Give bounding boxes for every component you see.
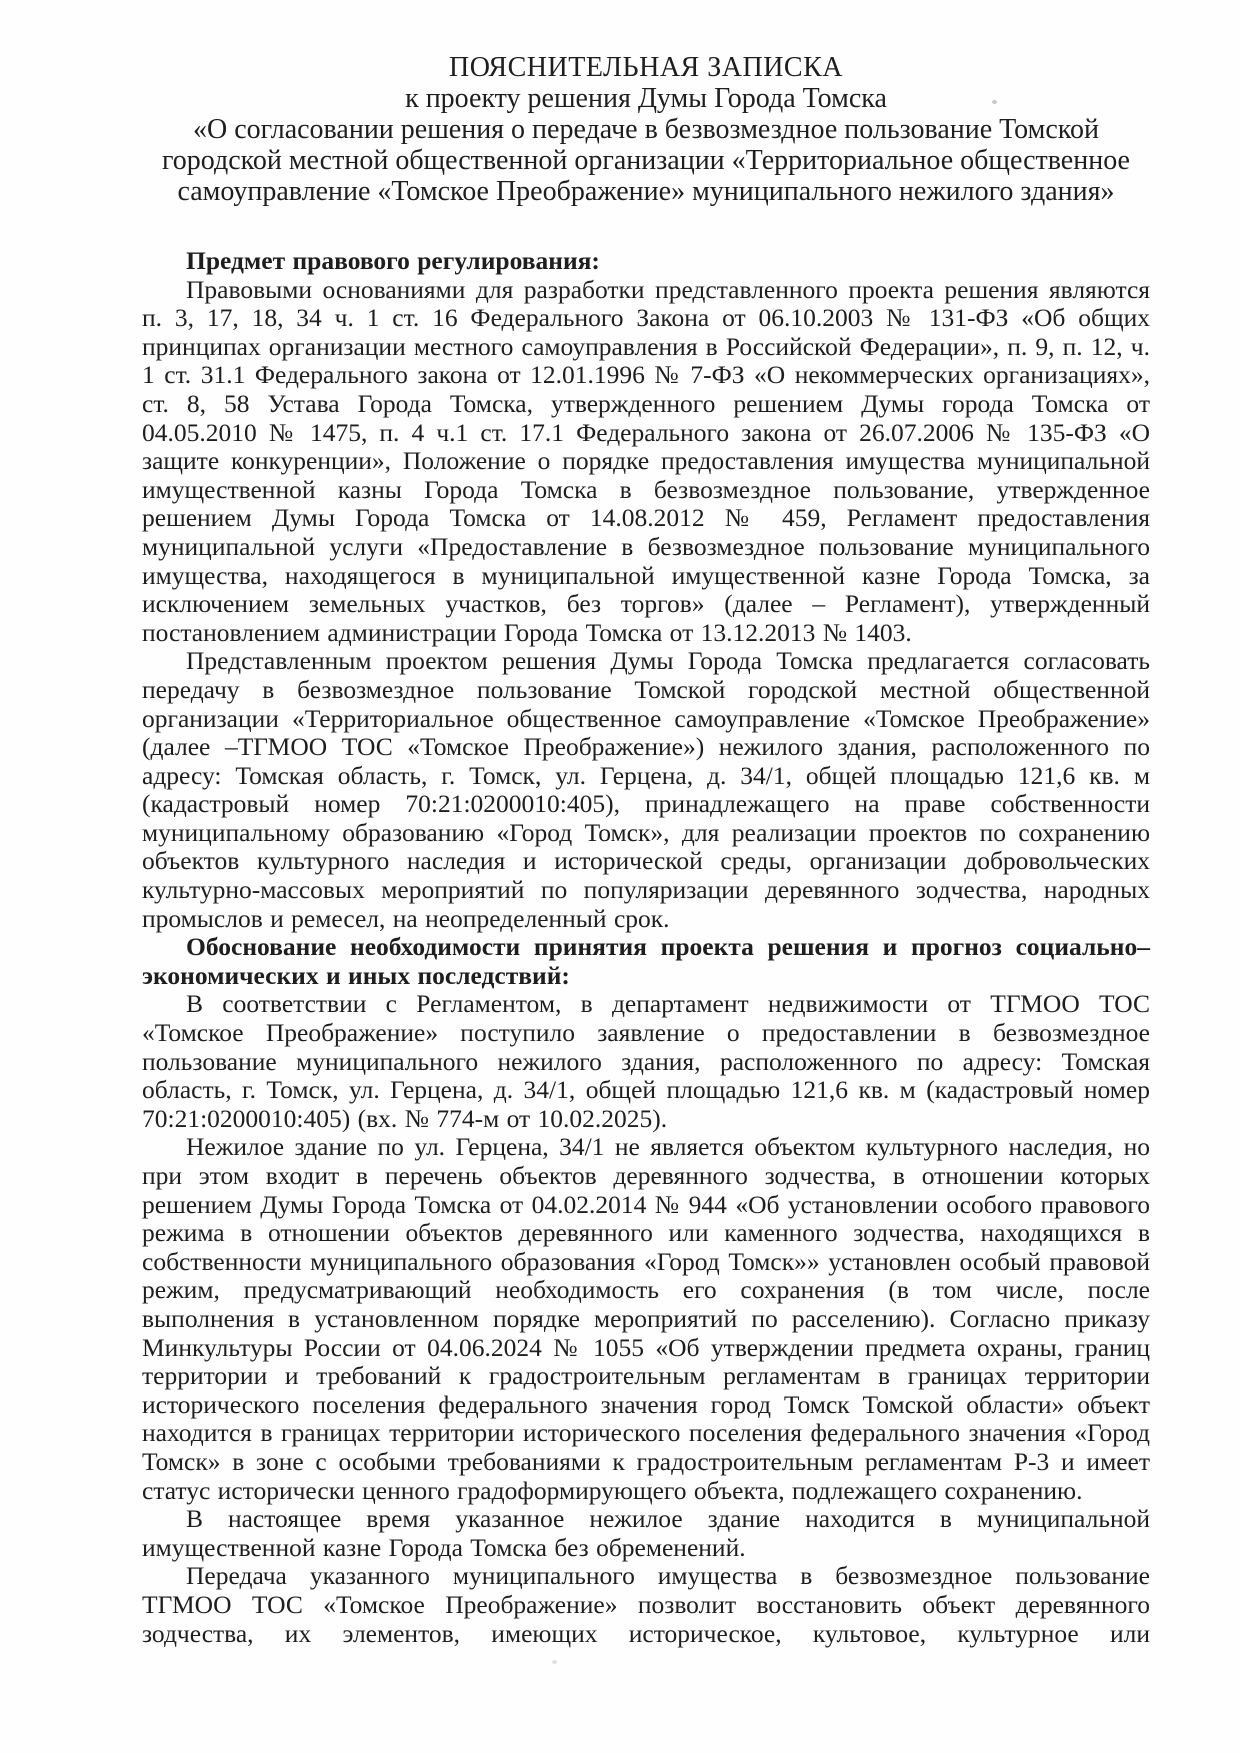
paragraph-legal-grounds: Правовыми основаниями для разработки представленного проекта решения являются п. 3, 17, 18, 34 ч. 1 ст. 16 Федерального Закона от 06.10.2003 № 131-ФЗ «Об общих принципах организации местного самоуправления в Российской Федерации», п. 9, п. 12, ч. 1 ст. 31.1 Федерального закона от 12.01.1996 № 7-ФЗ «О некоммерческих организациях», ст. 8, 58 Устава Города Томска, утвержденного решением Думы города Томска от 04.05.2010 № 1475, п. 4 ч.1 ст. 17.1 Федерального закона от 26.07.2006 № 135-ФЗ «О защите конкуренции», Положение о порядке предоставления имущества муниципальной имущественной казны Города Томска в безвозмездное пользование, утвержденное решением Думы Города Томска от 14.08.2012 № 459, Регламент предоставления муниципальной услуги «Предоставление в безвозмездное пользование муниципального имущества, находящегося в муниципальной имущественной казне Города Томска, за исключением земельных участков, без торгов» (далее – Регламент), утвержденный постановлением администрации Города Томска от 13.12.2013 № 1403. (142, 274, 1150, 647)
document-subtitle: к проекту решения Думы Города Томска (405, 83, 887, 114)
paragraph-current-state: В настоящее время указанное нежилое здание находится в муниципальной имущественной казне Города Томска без обременений. (142, 1504, 1150, 1562)
document-body (142, 247, 1150, 1648)
paragraph-proposal: Представленным проектом решения Думы Города Томска предлагается согласовать передачу в безвозмездное пользование Томской городской местной общественной организации «Территориальное общественное самоуправление «Томское Преображение» (далее –ТГМОО ТОС «Томское Преображение») нежилого здания, расположенного по адресу: Томская область, г. Томск, ул. Герцена, д. 34/1, общей площадью 121,6 кв. м (кадастровый номер 70:21:0200010:405), принадлежащего на праве собственности муниципальному образованию «Город Томск», для реализации проектов по сохранению объектов культурного наследия и исторической среды, организации добровольческих культурно-массовых мероприятий по популяризации деревянного зодчества, народных промыслов и ремесел, на неопределенный срок. (142, 646, 1150, 933)
document-title-block (142, 52, 1150, 207)
paragraph-transfer-effect: Передача указанного муниципального имущества в безвозмездное пользование ТГМОО ТОС «Томское Преображение» позволит восстановить объект деревянного зодчества, их элементов, имеющих историческое, культовое, культурное или (142, 1561, 1150, 1648)
document-title: ПОЯСНИТЕЛЬНАЯ ЗАПИСКА (448, 52, 843, 83)
document-subject-line: «О согласовании решения о передаче в безвозмездное пользование Томской городской местной общественной организации «Территориальное общественное самоуправление «Томское Преображение» муниципального нежилого здания» (162, 114, 1130, 207)
scan-artifact-dot (992, 100, 997, 104)
scan-artifact-dot (552, 1660, 557, 1664)
section-heading-legal-subject: Предмет правового регулирования: (186, 246, 600, 275)
section-heading-justification: Обоснование необходимости принятия проекта решения и прогноз социально–экономических и иных последствий: (142, 932, 1150, 990)
paragraph-heritage-status: Нежилое здание по ул. Герцена, 34/1 не является объектом культурного наследия, но при этом входит в перечень объектов деревянного зодчества, в отношении которых решением Думы Города Томска от 04.02.2014 № 944 «Об установлении особого правового режима в отношении объектов деревянного или каменного зодчества, находящихся в собственности муниципального образования «Город Томск»» установлен особый правовой режим, предусматривающий необходимость его сохранения (в том числе, после выполнения в установленном порядке мероприятий по расселению). Согласно приказу Минкультуры России от 04.06.2024 № 1055 «Об утверждении предмета охраны, границ территории и требований к градостроительным регламентам в границах территории исторического поселения федерального значения город Томск Томской области» объект находится в границах территории исторического поселения федерального значения «Город Томск» в зоне с особыми требованиями к градостроительным регламентам Р-3 и имеет статус исторически ценного градоформирующего объекта, подлежащего сохранению. (142, 1132, 1150, 1505)
paragraph-application: В соответствии с Регламентом, в департамент недвижимости от ТГМОО ТОС «Томское Преображение» поступило заявление о предоставлении в безвозмездное пользование муниципального нежилого здания, расположенного по адресу: Томская область, г. Томск, ул. Герцена, д. 34/1, общей площадью 121,6 кв. м (кадастровый номер 70:21:0200010:405) (вх. № 774-м от 10.02.2025). (142, 989, 1150, 1133)
document-content (142, 52, 1150, 1648)
